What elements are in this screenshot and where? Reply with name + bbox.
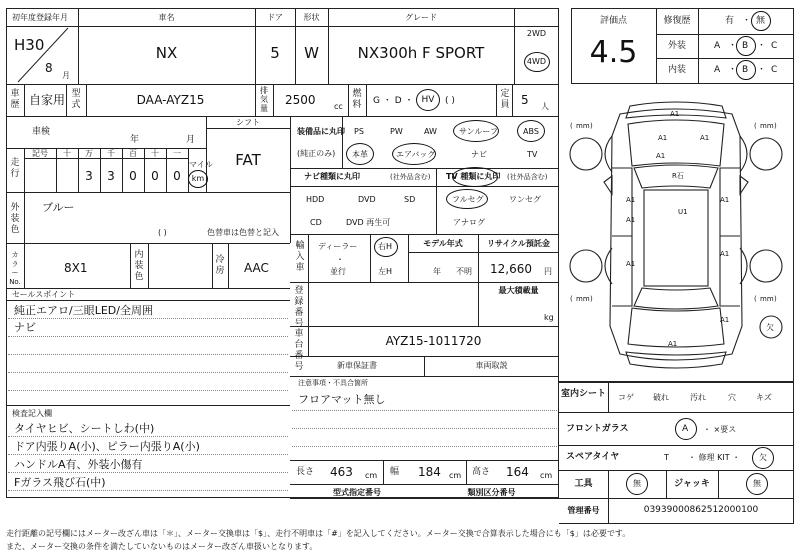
max-load-unit: kg [544, 313, 554, 322]
doors: 5 [270, 44, 280, 62]
svg-text:A1: A1 [668, 340, 678, 348]
equipment-sub: (純正のみ) [297, 149, 336, 158]
cc-unit: cc [334, 102, 343, 111]
equip-ps: PS [354, 127, 364, 136]
notes-label: 注意事項・不具合箇所 [298, 379, 368, 387]
digit-value-5: 0 [173, 169, 181, 183]
svg-text:A1: A1 [720, 316, 730, 324]
capacity: 5 [521, 93, 529, 107]
displacement: 2500 [285, 93, 316, 107]
svg-text:A1: A1 [626, 260, 636, 268]
ext-dot1: ・ [728, 41, 738, 51]
windshield-sel: A [682, 424, 689, 434]
digit-label-3: 千 [107, 149, 115, 158]
svg-text:): ) [590, 122, 593, 130]
color-label: 外装色 [10, 203, 20, 235]
equip-sunroof: サンルーフ [459, 127, 498, 136]
notes: フロアマット無し [298, 393, 386, 406]
ext-a: A [714, 41, 721, 51]
svg-text:mm: mm [760, 122, 774, 130]
seat-scratch: キズ [756, 393, 772, 402]
shift: FAT [235, 151, 261, 169]
tv-sub: (社外品含む) [507, 173, 548, 181]
svg-text:A1: A1 [626, 196, 636, 204]
shape: W [304, 44, 319, 62]
spare-t: T [664, 453, 669, 462]
digit-label-5: 十 [151, 149, 159, 158]
svg-text:A1: A1 [626, 216, 636, 224]
navi-label: ナビ種類に丸印 [304, 172, 360, 181]
height: 164 [506, 465, 529, 479]
max-load-label: 最大積載量 [498, 286, 539, 295]
footer-line-1: 走行距離の記号欄にはメーター改ざん車は「＊」、メーター交換車は「$」、走行不明車は「#」を記入してください。メーター交換で合算表示した場合にも「$」は必要です。 [6, 529, 631, 538]
capacity-unit: 人 [541, 102, 549, 111]
interior-label: 内装 [667, 65, 686, 75]
svg-text:欠: 欠 [766, 323, 774, 332]
car-name-label: 車名 [158, 13, 175, 22]
color-no-label: カラーNo. [9, 251, 21, 286]
svg-text:): ) [590, 295, 593, 303]
shaken-month-unit: 月 [186, 135, 196, 145]
footer-line-2: また、メーター交換の条件を満たしていないものはメーター改ざん車扱いとなります。 [6, 542, 318, 551]
fuel-options: G ・ D ・ [373, 96, 414, 106]
interior-color-label: 内装色 [134, 250, 144, 282]
length-unit: cm [365, 471, 378, 480]
color-paren: ( ) [158, 228, 167, 237]
tools: 無 [633, 479, 641, 488]
spare-label: スペアタイヤ [566, 452, 620, 462]
score-value: 4.5 [589, 35, 638, 70]
color-value: ブルー [42, 201, 75, 214]
inspector-line-1: タイヤヒビ、シートしわ(中) [14, 422, 155, 435]
digit-label-6: 一 [173, 149, 181, 158]
car-name: NX [155, 44, 178, 62]
digit-value-2: 3 [107, 169, 115, 183]
tools-label: 工具 [574, 479, 593, 489]
interior-seat-label: 室内シート [560, 389, 606, 399]
svg-text:A1: A1 [720, 196, 730, 204]
svg-text:A1: A1 [658, 134, 668, 142]
svg-text:): ) [774, 295, 777, 303]
drive-2wd: 2WD [526, 29, 547, 38]
repaint-note: 色替車は色替と記入 [207, 228, 279, 237]
inspector-label: 検査記入欄 [12, 409, 52, 418]
class-no-label: 類別区分番号 [467, 488, 516, 497]
model-year-unknown: 不明 [456, 267, 472, 276]
import-dot: ・ [336, 255, 344, 264]
jack-label: ジャッキ [674, 479, 710, 489]
int-dot2: ・ [757, 65, 767, 75]
tv-oneseg: ワンセグ [509, 195, 541, 204]
exterior-label: 外装 [667, 41, 686, 51]
int-dot1: ・ [728, 65, 738, 75]
ac-label: 冷房 [215, 255, 225, 276]
repair-label: 修復歴 [663, 16, 691, 26]
inspector-line-4: Fガラス飛び石(中) [14, 476, 106, 489]
repair-no: 無 [756, 16, 766, 26]
warranty: 新車保証書 [337, 361, 377, 370]
repair-yes: 有 [725, 16, 735, 26]
recycle-yen: 円 [544, 267, 552, 276]
import-parallel: 並行 [330, 267, 346, 276]
digit-label-4: 百 [129, 149, 137, 158]
doors-label: ドア [267, 13, 283, 22]
equip-abs: ABS [523, 127, 539, 136]
svg-text:(: ( [754, 122, 757, 130]
sales-label: セールスポイント [12, 290, 76, 299]
model: DAA-AYZ15 [136, 93, 205, 107]
navi-cd: CD [310, 218, 322, 227]
recycle-value: 12,660 [490, 262, 532, 276]
svg-text:mm: mm [576, 122, 590, 130]
type-no-label: 型式指定番号 [333, 488, 381, 497]
digit-value-1: 3 [85, 169, 93, 183]
grade-label: グレード [405, 13, 437, 22]
spare-sel: 欠 [759, 453, 767, 462]
jack: 無 [753, 479, 761, 488]
navi-dvd: DVD [358, 195, 376, 204]
height-unit: cm [540, 471, 553, 480]
mileage-label: 走行 [10, 158, 20, 179]
mgmt-label: 管理番号 [567, 506, 600, 515]
svg-text:A1: A1 [700, 134, 710, 142]
model-year-label: モデル年式 [423, 239, 463, 248]
left-hand: 左H [378, 267, 393, 276]
color-no: 8X1 [64, 261, 88, 275]
spare-kit: ・ 修理 KIT ・ [688, 453, 741, 462]
capacity-label: 定員 [500, 89, 510, 110]
navi-sd: SD [404, 195, 416, 204]
month-unit: 月 [62, 71, 70, 80]
svg-text:(: ( [754, 295, 757, 303]
reg-no-label: 登録番号 [294, 286, 304, 329]
import-dealer: ディーラー [318, 242, 358, 251]
svg-text:(: ( [570, 122, 573, 130]
width: 184 [418, 465, 441, 479]
svg-text:mm: mm [576, 295, 590, 303]
equipment-label: 装備品に丸印 [297, 127, 345, 136]
width-unit: cm [449, 471, 462, 480]
reg-year-label: 初年度登録年月 [12, 13, 68, 22]
ac: AAC [244, 261, 269, 275]
right-hand: 右H [378, 242, 393, 251]
recycle-label: リサイクル預託金 [487, 239, 550, 248]
score-label: 評価点 [599, 16, 627, 26]
mile-label: マイル [189, 160, 213, 169]
usage: 自家用 [29, 93, 66, 107]
chassis-no: AYZ15-1011720 [385, 334, 482, 348]
import-label: 輸入車 [295, 241, 305, 273]
equip-tv: TV [527, 150, 538, 159]
navi-hdd: HDD [306, 195, 325, 204]
tv-label: TV 種類に丸印 [446, 172, 501, 181]
digit-label-1: 十 [63, 149, 71, 158]
digit-value-3: 0 [129, 169, 137, 183]
inspector-line-2: ドア内張りA(小)、ピラー内張りA(小) [14, 440, 200, 453]
grade: NX300h F SPORT [357, 44, 485, 62]
svg-text:A1: A1 [670, 110, 680, 118]
equip-airbag: エアバッグ [396, 150, 436, 159]
month-value: 8 [45, 61, 53, 75]
usage-label: 車歴 [10, 89, 20, 110]
digit-label-2: 万 [85, 149, 93, 158]
navi-dvd-play: DVD 再生可 [346, 218, 391, 227]
svg-text:A1: A1 [720, 250, 730, 258]
manual: 車両取説 [475, 361, 508, 370]
digit-value-4: 0 [151, 169, 159, 183]
int-a: A [714, 65, 721, 75]
svg-text:(: ( [570, 295, 573, 303]
int-c: C [771, 65, 778, 75]
width-label: 幅 [390, 467, 400, 477]
ext-dot2: ・ [757, 41, 767, 51]
car-diagram [560, 96, 792, 378]
svg-text:): ) [774, 122, 777, 130]
length: 463 [330, 465, 353, 479]
tv-analog: アナログ [453, 218, 485, 227]
seat-hole: 穴 [728, 393, 736, 402]
chassis-label: 車台番号 [294, 329, 304, 372]
shaken-year-unit: 年 [130, 135, 140, 145]
model-year-unit: 年 [433, 267, 441, 276]
ext-c: C [771, 41, 778, 51]
digit-label-0: 記号 [32, 149, 48, 158]
mgmt-no: 0393900086251200010​0 [643, 505, 759, 515]
svg-text:U1: U1 [678, 208, 688, 216]
inspector-line-3: ハンドルA有、外装小傷有 [14, 458, 143, 471]
fuel-label: 燃料 [352, 89, 362, 110]
equip-navi: ナビ [471, 150, 487, 159]
height-label: 高さ [472, 467, 491, 477]
windshield-rest: ・ ×要ス [703, 425, 737, 434]
fuel-paren: ( ) [445, 96, 455, 106]
navi-sub: (社外品含む) [390, 173, 431, 181]
sales-line-1: 純正エアロ/三眼LED/全周囲 [14, 304, 153, 317]
shaken-label: 車検 [32, 127, 51, 137]
int-b: B [742, 65, 749, 75]
displacement-label: 排気量 [260, 86, 268, 113]
model-label: 型式 [71, 89, 81, 110]
equip-leather: 本革 [352, 150, 368, 159]
fuel-selected: HV [421, 95, 435, 105]
ext-b: B [742, 41, 749, 51]
repair-dot: ・ [742, 16, 752, 26]
equip-aw: AW [424, 127, 437, 136]
seat-tear: 破れ [653, 393, 669, 402]
drive-4wd: 4WD [526, 57, 547, 66]
equip-pw: PW [390, 127, 403, 136]
shift-label: シフト [236, 118, 260, 127]
length-label: 長さ [296, 467, 315, 477]
windshield-label: フロントガラス [566, 424, 629, 434]
svg-text:R石: R石 [672, 172, 684, 180]
shape-label: 形状 [303, 13, 320, 22]
svg-text:A1: A1 [656, 152, 666, 160]
km-label: km [191, 174, 205, 183]
sales-line-2: ナビ [14, 321, 36, 334]
seat-burn: コゲ [618, 393, 634, 402]
tv-fullseg: フルセグ [452, 195, 484, 204]
svg-text:mm: mm [760, 295, 774, 303]
seat-dirt: 汚れ [690, 393, 706, 402]
year-value: H30 [14, 36, 45, 54]
